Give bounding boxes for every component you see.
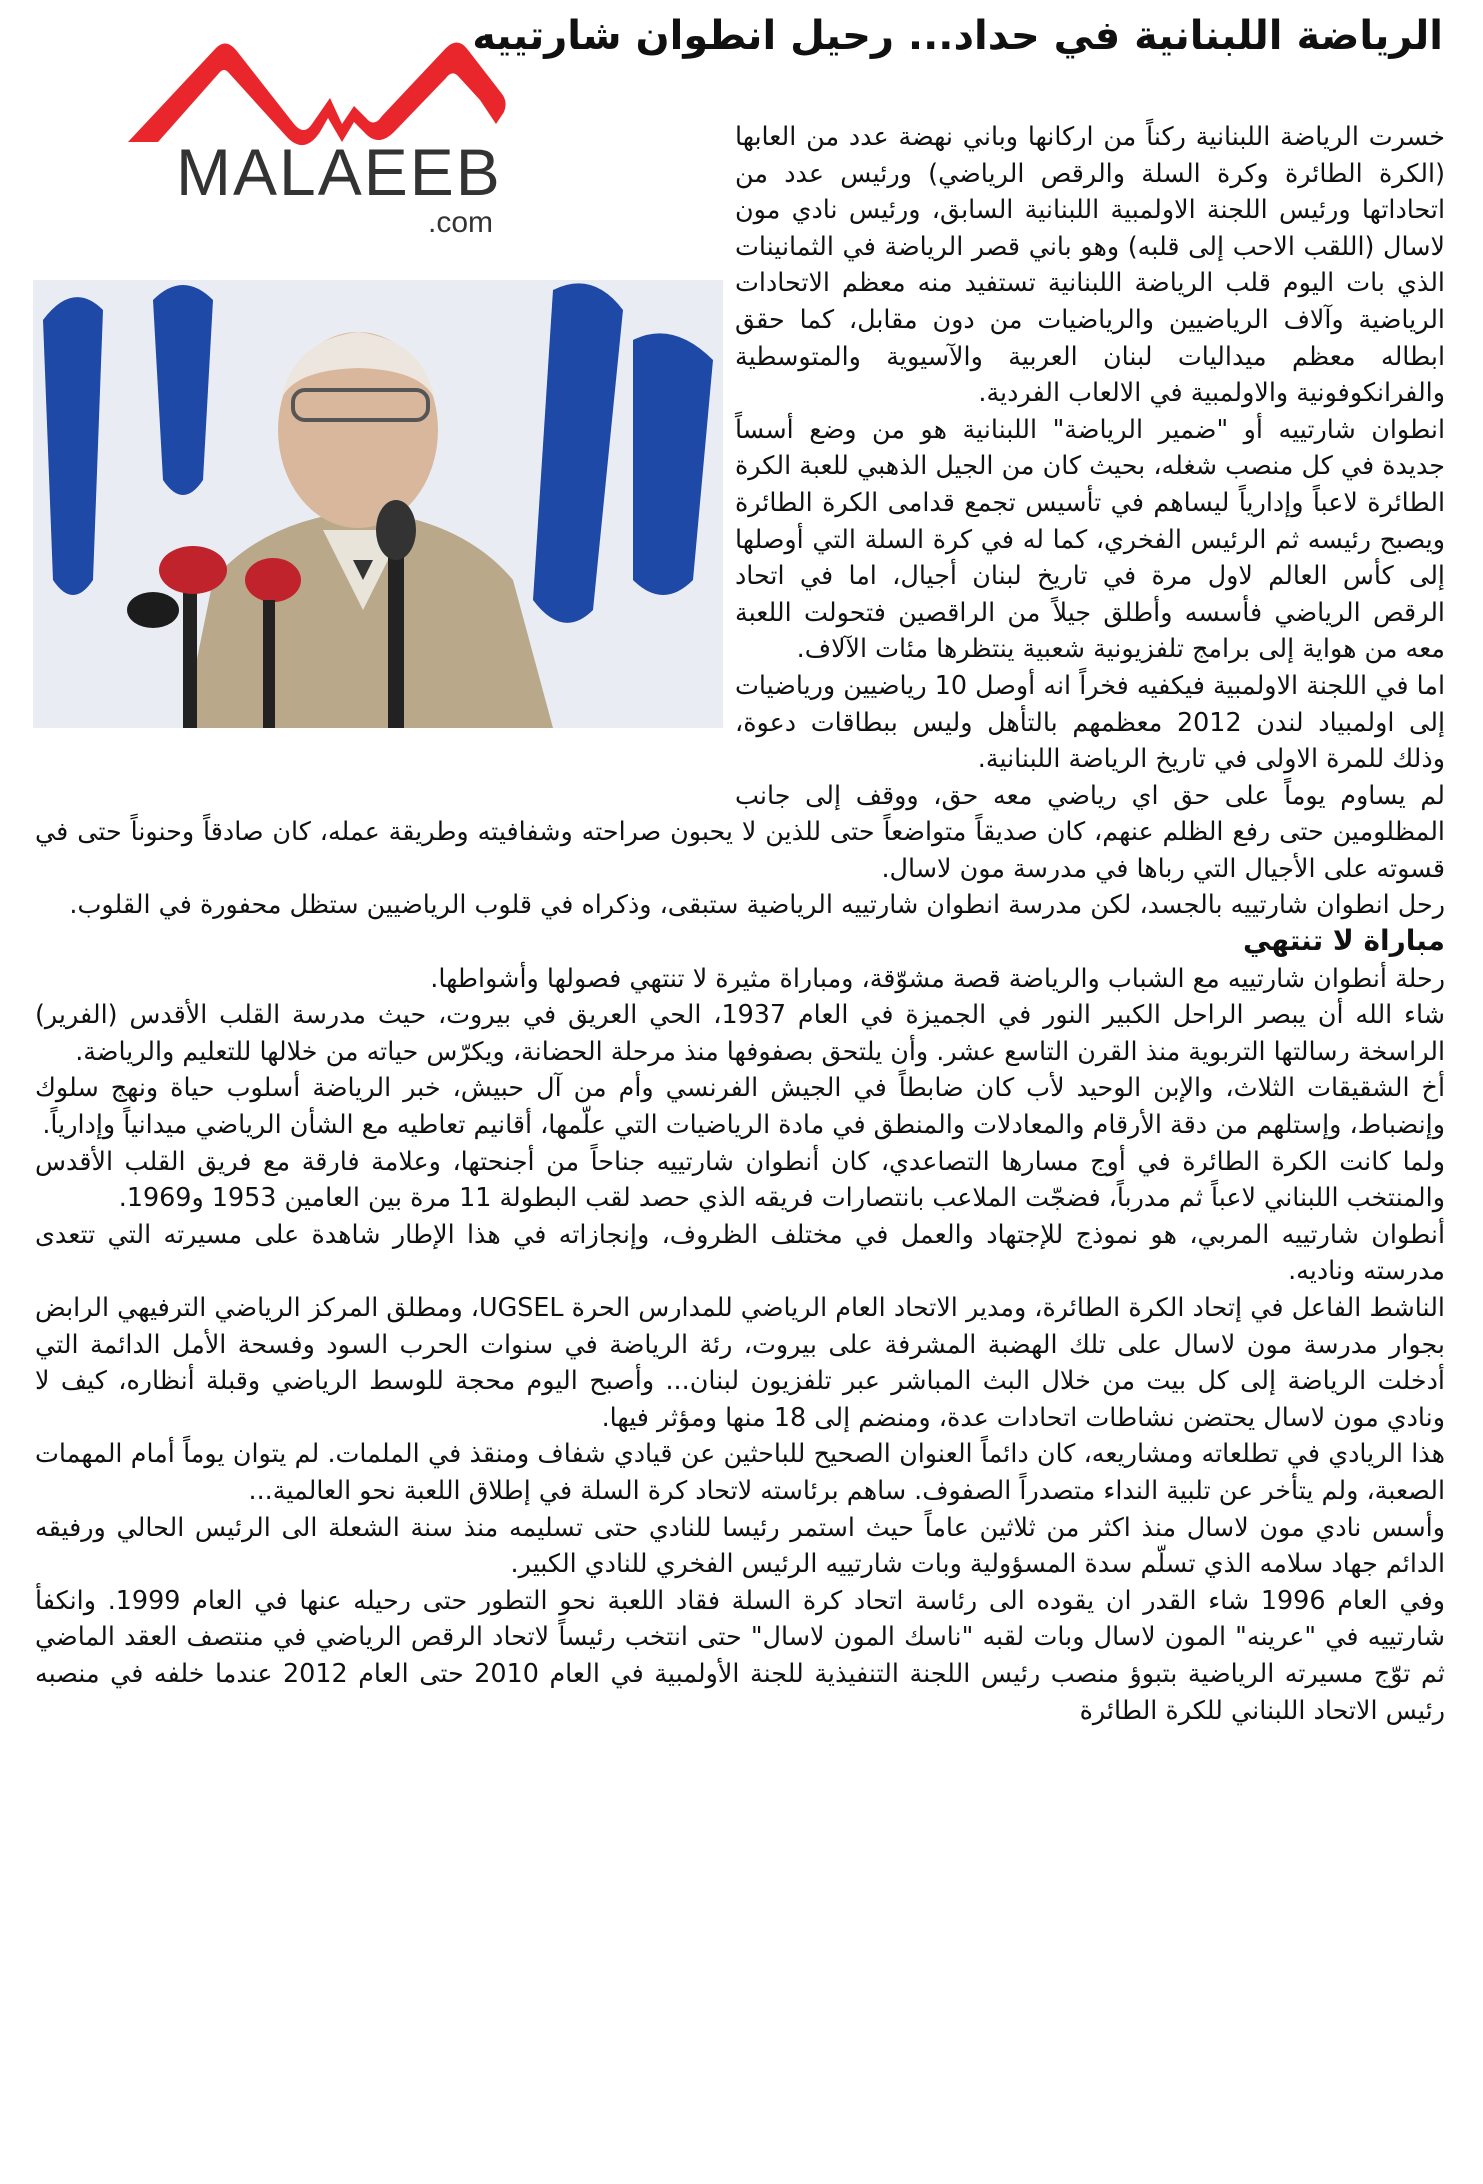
article-paragraph: هذا الريادي في تطلعاته ومشاريعه، كان دائماً العنوان الصحيح للباحثين عن قيادي شفاف ومنقذ في الملمات. لم يتوان يوماً أمام المهمات الصعبة، ولم يتأخر عن تلبية النداء متصدراً الصفوف. ساهم برئاسته لاتحاد كرة السلة في إطلاق اللعبة نحو العالمية... (35, 1438, 1445, 1505)
article-subheading: مباراة لا تنتهي (1242, 924, 1445, 958)
article-paragraph: الناشط الفاعل في إتحاد الكرة الطائرة، ومدير الاتحاد العام الرياضي للمدارس الحرة UGSEL، ومطلق المركز الرياضي الترفيهي الرابض بجوار مدرسة مون لاسال على تلك الهضبة المشرفة على بيروت، رئة الرياضة في سنوات الحرب السود وفسحة الأمل الدائمة التي أدخلت الرياضة إلى كل بيت من خلال البث المباشر عبر تلفزيون لبنان... وأصبح اليوم محجة للوسط الرياضي وقبلة أنظاره، كيف لا ونادي مون لاسال يحتضن نشاطات اتحادات عدة، ومنضم إلى 18 منها ومؤثر فيها. (35, 1292, 1445, 1432)
logo-brand-text: MALAEEB (176, 135, 502, 209)
article-paragraph: لم يساوم يوماً على حق اي رياضي معه حق، ووقف إلى جانب المظلومين حتى رفع الظلم عنهم، كان صديقاً متواضعاً حتى للذين لا يحبون صراحته وشفافيته وطريقة عمله، كان صادقاً وحنوناً حتى في قسوته على الأجيال التي رباها في مدرسة مون لاسال. (35, 779, 1445, 883)
article-body (35, 118, 1445, 1728)
article-paragraph: رحلة أنطوان شارتييه مع الشباب والرياضة قصة مشوّقة، ومباراة مثيرة لا تنتهي فصولها وأشواطها. (430, 962, 1445, 993)
article-paragraph: شاء الله أن يبصر الراحل الكبير النور في الجميزة في العام 1937، الحي العريق في بيروت، حيث مدرسة القلب الأقدس (الفرير) الراسخة رسالتها التربوية منذ القرن التاسع عشر. وأن يلتحق بصفوفها منذ مرحلة الحضانة، ويكرّس حياته من خلالها للتعليم والرياضة. (35, 999, 1445, 1066)
article-paragraph: رحل انطوان شارتييه بالجسد، لكن مدرسة انطوان شارتييه الرياضية ستبقى، وذكراه في قلوب الرياضيين ستظل محفورة في القلوب. (69, 889, 1445, 920)
article-paragraph: أنطوان شارتييه المربي، هو نموذج للإجتهاد والعمل في مختلف الظروف، وإنجازاته في هذا الإطار شاهدة على مسيرته التي تتعدى مدرسته وناديه. (35, 1218, 1445, 1286)
article-paragraph: وأسس نادي مون لاسال منذ اكثر من ثلاثين عاماً حيث استمر رئيسا للنادي حتى تسليمه منذ سنة الشعلة الى الرئيس الحالي ورفيقه الدائم جهاد سلامه الذي تسلّم سدة المسؤولية وبات شارتييه الرئيس الفخري للنادي الكبير. (35, 1511, 1445, 1579)
article-paragraph: خسرت الرياضة اللبنانية ركناً من اركانها وباني نهضة عدد من العابها (الكرة الطائرة وكرة السلة والرقص الرياضي) ورئيس عدد من اتحاداتها ورئيس اللجنة الاولمبية اللبنانية السابق، ورئيس نادي مون لاسال (اللقب الاحب إلى قلبه) وهو باني قصر الرياضة في الثمانينات الذي بات اليوم قلب الرياضة اللبنانية تستفيد منه معظم الاتحادات الرياضية وآلاف الرياضيين والرياضيات من دون مقابل، كما حقق ابطاله معظم ميداليات لبنان العربية والآسيوية والمتوسطية والفرانكوفونية والاولمبية في الالعاب الفردية. (735, 121, 1445, 408)
article-paragraph: انطوان شارتييه أو "ضمير الرياضة" اللبنانية هو من وضع أسساً جديدة في كل منصب شغله، بحيث كان من الجيل الذهبي للعبة الكرة الطائرة لاعباً وإدارياً ليساهم في تأسيس تجمع قدامى الكرة الطائرة ويصبح رئيسه ثم الرئيس الفخري، كما له في كرة السلة التي أوصلها إلى كأس العالم لاول مرة في تاريخ لبنان أجيال، اما في اتحاد الرقص الرياضي فأسسه وأطلق جيلاً من الراقصين فتحولت اللعبة معه من هواية إلى برامج تلفزيونية شعبية ينتظرها مئات الآلاف. (735, 413, 1445, 664)
article-title: الرياضة اللبنانية في حداد... رحيل انطوان شارتييه (472, 13, 1443, 59)
article-paragraph: وفي العام 1996 شاء القدر ان يقوده الى رئاسة اتحاد كرة السلة فقاد اللعبة نحو التطور حتى رحيله عنها في العام 1999. وانكفأ شارتييه في "عرينه" المون لاسال وبات لقبه "ناسك المون لاسال" حتى انتخب رئيساً لاتحاد الرقص الرياضي في منتصف العقد الماضي ثم توّج مسيرته الرياضية بتبوؤ منصب رئيس اللجنة التنفيذية للجنة الأولمبية في العام 2010 حتى العام 2012 عندما خلفه في منصبه رئيس الاتحاد اللبناني للكرة الطائرة (35, 1584, 1445, 1725)
article-paragraph: ولما كانت الكرة الطائرة في أوج مسارها التصاعدي، كان أنطوان شارتييه جناحاً من أجنحتها، وعلامة فارقة مع فريق القلب الأقدس والمنتخب اللبناني لاعباً ثم مدرباً، فضجّت الملاعب بانتصارات فريقه الذي حصد لقب البطولة 11 مرة بين العامين 1953 و1969. (35, 1145, 1445, 1213)
article-paragraph: أخ الشقيقات الثلاث، والإبن الوحيد لأب كان ضابطاً في الجيش الفرنسي وأم من آل حبيش، خبر الرياضة أسلوب حياة ونهج سلوك وإنضباط، وإستلهم من دقة الأرقام والمعادلات والمنطق في مادة الرياضيات التي علّمها، أقانيم تعاطيه مع الشأن الرياضي ميدانياً وإدارياً. (35, 1072, 1445, 1140)
image-spacer (35, 118, 735, 778)
logo-domain-text: .com (428, 206, 494, 239)
article-paragraph: اما في اللجنة الاولمبية فيكفيه فخراً انه أوصل 10 رياضيين ورياضيات إلى اولمبياد لندن 2012 معظمهم بالتأهل وليس ببطاقات دعوة، وذلك للمرة الاولى في تاريخ الرياضة اللبنانية. (735, 669, 1446, 774)
